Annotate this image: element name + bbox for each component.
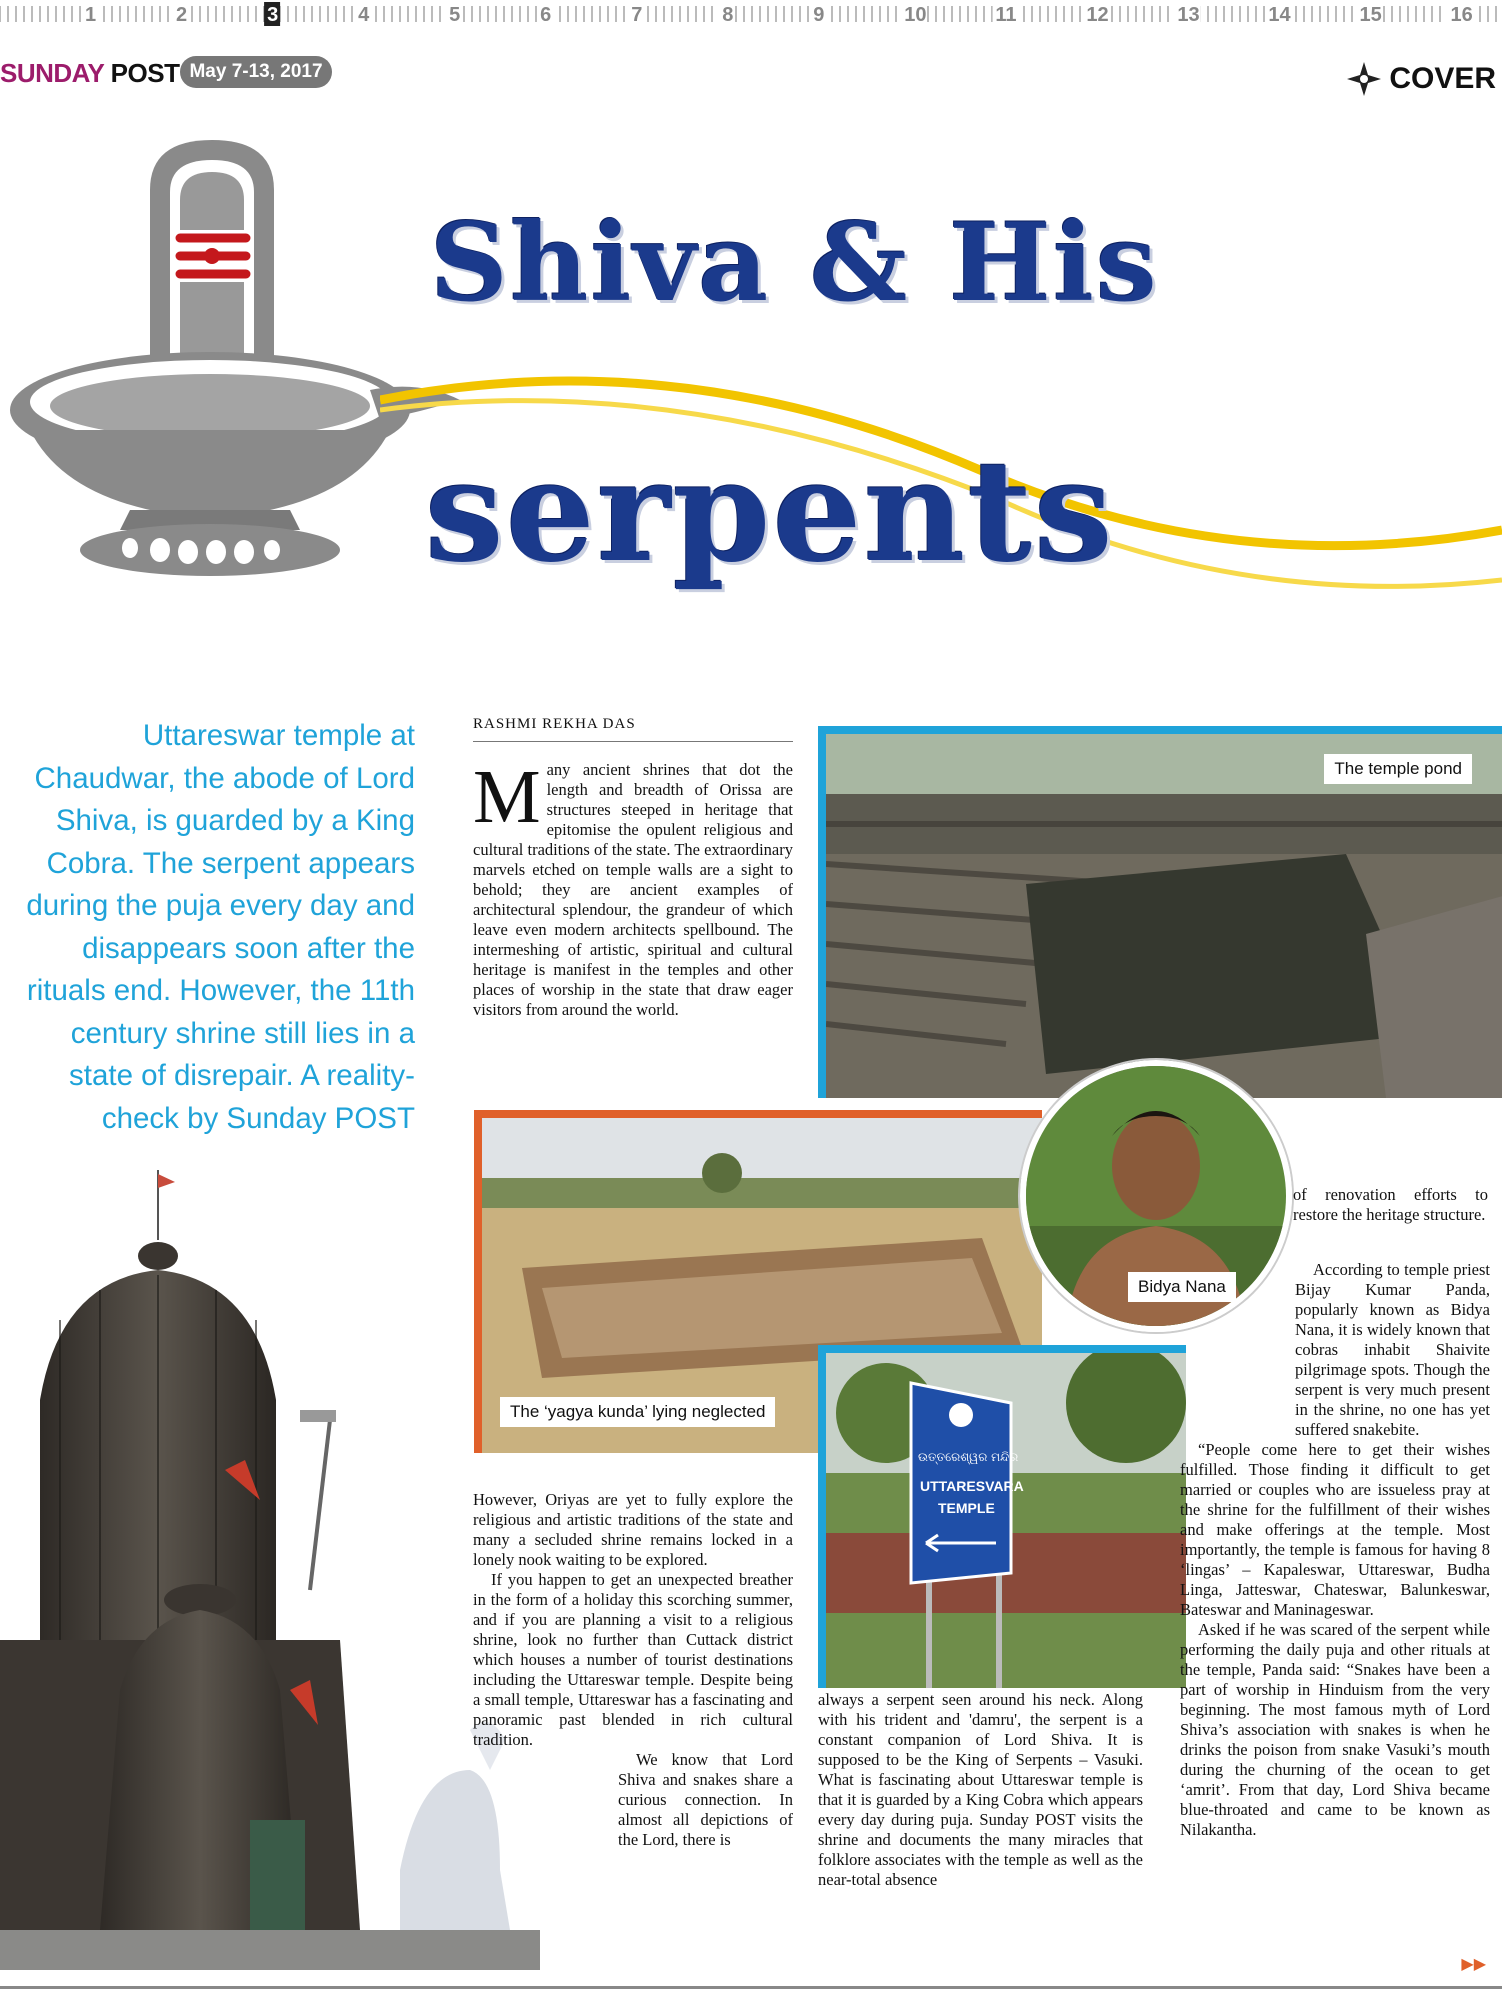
signboard-photo (818, 1345, 1186, 1688)
ruler-label: 8 (722, 4, 734, 26)
temple-photo (0, 1170, 540, 1970)
paragraph-4: We know that Lord Shiva and snakes share a curious connection. In almost all depictions of the Lord, there is (618, 1750, 793, 1849)
ruler-label: 5 (449, 4, 461, 26)
article-column-1 (473, 755, 793, 1020)
page-bottom-rule (0, 1986, 1502, 1989)
section-label (1347, 62, 1496, 96)
ruler-label: 16 (1450, 4, 1473, 26)
paragraph-5: always a serpent seen around his neck. Along with his trident and 'damru', the serpent is a constant companion of Lord Shiva. It is supposed to be the King of Serpents – Vasuki. What is fascinating about Uttareswar temple is that it is guarded by a King Cobra which appears every day during puja. Sunday POST visits the shrine and documents the many miracles that folklore associates with the temple as well as the near-total absence (818, 1690, 1143, 1889)
byline: RASHMI REKHA DAS (473, 716, 793, 742)
paragraph-6: of renovation efforts to restore the heritage structure. (1293, 1185, 1488, 1224)
page-ruler (0, 0, 1502, 28)
ruler-label: 11 (995, 4, 1017, 26)
caption-portrait: Bidya Nana (1128, 1272, 1236, 1302)
ruler-label: 2 (176, 4, 188, 26)
ruler-label: 4 (358, 4, 370, 26)
ruler-label: 10 (904, 4, 927, 26)
paragraph-9: Asked if he was scared of the serpent while performing the daily puja and other rituals at the temple, Panda said: “Snakes have been a part of worship in Hinduism from the very beginning. The most famous myth of Lord Shiva’s association with snakes is when he drinks the poison from snake Vasuki’s mouth during the churning of the ocean to get ‘amrit’. From that day, Lord Shiva became blue-throated and came to be known as Nilakantha. (1180, 1620, 1490, 1839)
sign-line-2: TEMPLE (938, 1500, 995, 1516)
paragraph-2: However, Oriyas are yet to fully explore the religious and artistic traditions of the state and many a secluded shrine remains locked in a lonely nook waiting to be explored. (473, 1490, 793, 1569)
article-column-3 (1180, 1260, 1490, 1840)
caption-yagya: The ‘yagya kunda’ lying neglected (500, 1397, 775, 1427)
caption-pond: The temple pond (1324, 754, 1472, 784)
sign-odia: ଉତ୍ତରେଶ୍ୱର ମନ୍ଦିର (918, 1450, 1019, 1464)
compass-icon (1347, 62, 1381, 96)
paragraph-7: According to temple priest Bijay Kumar Panda, popularly known as Bidya Nana, it is widely known that cobras inhabit Shaivite pilgrimage spots. Though the serpent is very much present in the shrine, no one has yet suffered snakebite. (1295, 1260, 1490, 1439)
headline-line-2: serpents (425, 430, 1115, 594)
headline-line-1: Shiva & His (430, 200, 1159, 326)
temple-pond-photo (818, 726, 1502, 1098)
masthead-post: POST (110, 58, 180, 88)
ruler-label: 12 (1086, 4, 1109, 26)
drop-cap: M (473, 755, 541, 839)
article-column-1-lower (473, 1490, 793, 1850)
standfirst: Uttareswar temple at Chaudwar, the abode of Lord Shiva, is guarded by a King Cobra. The serpent appears during the puja every day and disappears soon after the rituals end. However, the 11th century shrine still lies in a state of disrepair. A reality-check by Sunday POST (26, 719, 415, 1135)
continue-marker: ▶▶ (1461, 1954, 1486, 1973)
ruler-label: 13 (1177, 4, 1200, 26)
ruler-label: 7 (631, 4, 643, 26)
article-column-3-top (1178, 1185, 1488, 1225)
ruler-label: 15 (1359, 4, 1382, 26)
ruler-label: 3 (267, 4, 279, 26)
section-name: COVER (1389, 62, 1496, 95)
ruler-label: 9 (813, 4, 825, 26)
paragraph-3: If you happen to get an unexpected breather in the form of a holiday this scorching summer, and if you are planning a visit to a religious shrine, look no further than Cuttack district which houses a number of tourist destinations including the Uttareswar temple. Despite being a small temple, Uttareswar has a fascinating and panoramic past blended in rich cultural tradition. (473, 1570, 793, 1749)
paragraph-intro: any ancient shrines that dot the length and breadth of Orissa are structures steeped in heritage that epitomise the opulent religious and cultural traditions of the state. The extraordinary marvels etched on temple walls are a sight to behold; they are ancient examples of architectural splendour, the grandeur of which leave even modern architects spellbound. The intermeshing of artistic, spiritual and cultural heritage is manifest in the temples and other places of worship in the state that draw eager visitors from around the world. (473, 760, 793, 1019)
paragraph-8: “People come here to get their wishes fulfilled. Those finding it difficult to get married or couples who are issueless pray at the shrine for the fulfillment of their wishes and make offerings at the temple. Most importantly, the temple is famous for having 8 ‘lingas’ – Kapaleswar, Uttareswar, Budha Linga, Jatteswar, Chateswar, Balunkeswar, Bateswar and Maninageswar. (1180, 1440, 1490, 1619)
ruler-labels (82, 2, 1473, 26)
ruler-label: 14 (1268, 4, 1291, 26)
article-column-2 (818, 1690, 1143, 1890)
sign-line-1: UTTARESVARA (920, 1478, 1024, 1494)
ruler-label: 1 (85, 4, 97, 26)
masthead (0, 58, 179, 89)
ruler-label: 6 (540, 4, 552, 26)
issue-date: May 7-13, 2017 (180, 56, 332, 88)
masthead-sunday: SUNDAY (0, 58, 104, 88)
